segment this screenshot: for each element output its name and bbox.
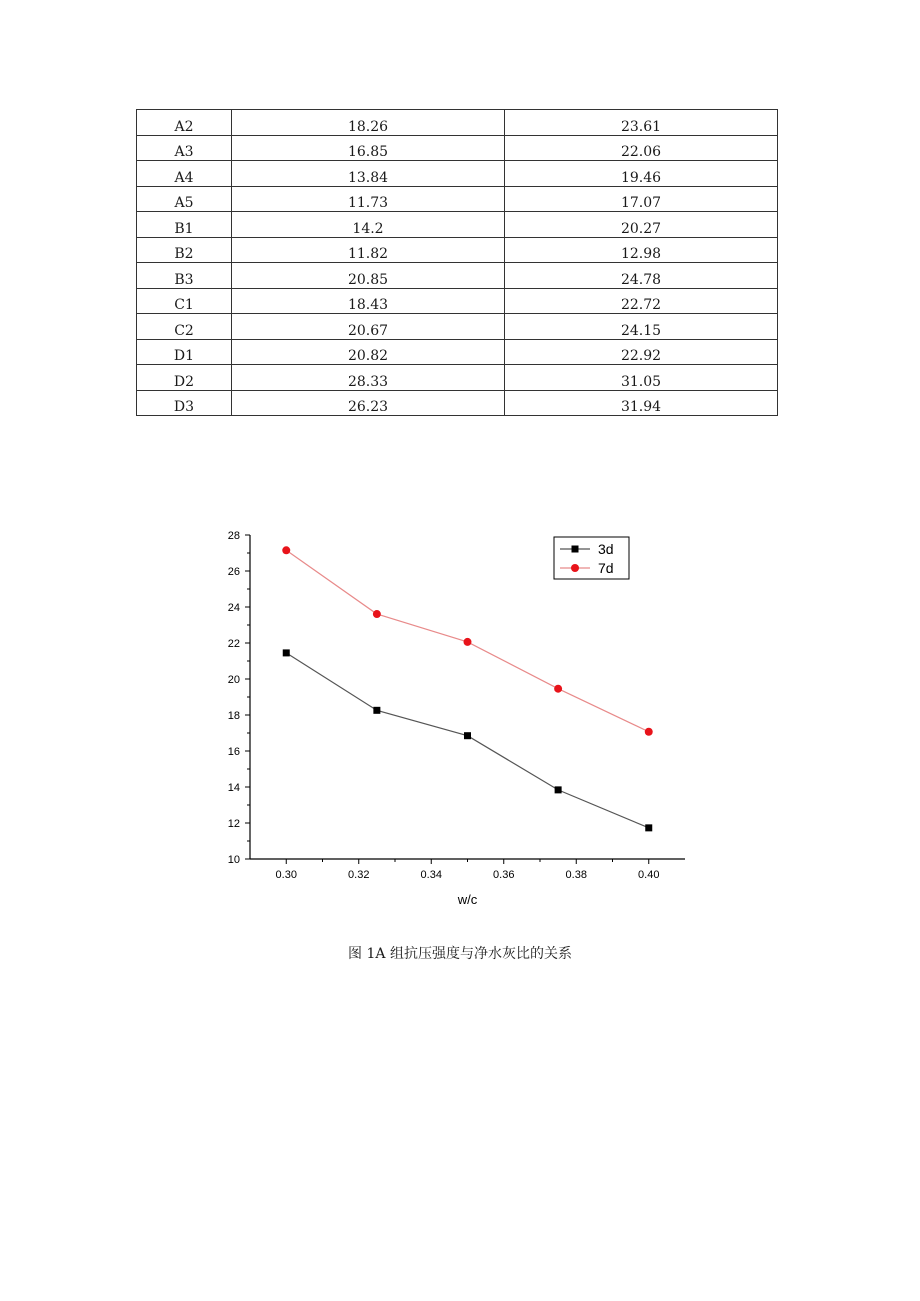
sample-id-cell: D3 <box>137 390 232 416</box>
value-7d-cell: 17.07 <box>505 186 778 212</box>
y-tick-label: 24 <box>227 602 240 614</box>
value-7d-cell: 19.46 <box>505 161 778 187</box>
value-3d-cell: 20.82 <box>232 339 505 365</box>
table-row <box>137 135 778 161</box>
y-tick-label: 12 <box>227 818 240 830</box>
table-row <box>137 263 778 289</box>
table-row <box>137 288 778 314</box>
data-point-7d <box>645 728 653 736</box>
value-3d-cell: 14.2 <box>232 212 505 238</box>
value-7d-cell: 24.15 <box>505 314 778 340</box>
value-7d-cell: 23.61 <box>505 110 778 136</box>
table-row <box>137 110 778 136</box>
y-tick-label: 10 <box>227 854 240 866</box>
value-7d-cell: 24.78 <box>505 263 778 289</box>
value-3d-cell: 26.23 <box>232 390 505 416</box>
data-point-3d <box>283 649 290 656</box>
data-point-3d <box>464 732 471 739</box>
sample-id-cell: A3 <box>137 135 232 161</box>
legend-box <box>554 537 629 579</box>
y-tick-label: 16 <box>227 746 240 758</box>
sample-id-cell: B1 <box>137 212 232 238</box>
table-row <box>137 314 778 340</box>
sample-id-cell: C2 <box>137 314 232 340</box>
sample-id-cell: A2 <box>137 110 232 136</box>
value-7d-cell: 31.05 <box>505 365 778 391</box>
x-tick-label: 0.36 <box>493 869 515 881</box>
value-7d-cell: 31.94 <box>505 390 778 416</box>
compressive-strength-chart <box>200 515 720 915</box>
value-3d-cell: 20.67 <box>232 314 505 340</box>
value-3d-cell: 28.33 <box>232 365 505 391</box>
table-row <box>137 365 778 391</box>
x-tick-label: 0.38 <box>565 869 587 881</box>
legend-label-3d: 3d <box>598 541 614 557</box>
table-row <box>137 161 778 187</box>
table-row <box>137 237 778 263</box>
y-tick-label: 26 <box>227 566 240 578</box>
value-3d-cell: 11.82 <box>232 237 505 263</box>
sample-id-cell: A4 <box>137 161 232 187</box>
x-tick-label: 0.30 <box>275 869 297 881</box>
sample-id-cell: B3 <box>137 263 232 289</box>
x-tick-label: 0.40 <box>638 869 660 881</box>
x-tick-label: 0.34 <box>420 869 442 881</box>
sample-id-cell: D2 <box>137 365 232 391</box>
legend-label-7d: 7d <box>598 560 614 576</box>
data-point-7d <box>373 610 381 618</box>
data-point-7d <box>464 638 472 646</box>
x-axis-label: w/c <box>457 892 478 907</box>
table-body <box>137 110 778 416</box>
sample-id-cell: C1 <box>137 288 232 314</box>
value-3d-cell: 18.26 <box>232 110 505 136</box>
legend-marker-3d <box>572 546 579 553</box>
table-row <box>137 390 778 416</box>
value-7d-cell: 22.92 <box>505 339 778 365</box>
series-line-3d <box>286 653 649 828</box>
value-3d-cell: 11.73 <box>232 186 505 212</box>
data-point-3d <box>373 707 380 714</box>
table-row <box>137 339 778 365</box>
y-tick-label: 20 <box>227 674 240 686</box>
value-3d-cell: 13.84 <box>232 161 505 187</box>
data-point-3d <box>555 786 562 793</box>
data-point-7d <box>554 685 562 693</box>
value-3d-cell: 20.85 <box>232 263 505 289</box>
y-tick-label: 28 <box>227 530 240 542</box>
value-3d-cell: 18.43 <box>232 288 505 314</box>
value-7d-cell: 22.06 <box>505 135 778 161</box>
value-7d-cell: 22.72 <box>505 288 778 314</box>
sample-id-cell: D1 <box>137 339 232 365</box>
figure-caption: 图 1A 组抗压强度与净水灰比的关系 <box>348 946 572 962</box>
data-point-7d <box>282 546 290 554</box>
value-7d-cell: 20.27 <box>505 212 778 238</box>
value-3d-cell: 16.85 <box>232 135 505 161</box>
table-row <box>137 212 778 238</box>
legend-marker-7d <box>571 564 579 572</box>
table-row <box>137 186 778 212</box>
data-point-3d <box>645 824 652 831</box>
sample-id-cell: B2 <box>137 237 232 263</box>
y-tick-label: 22 <box>227 638 240 650</box>
y-tick-label: 14 <box>227 782 240 794</box>
data-table <box>136 109 778 416</box>
x-tick-label: 0.32 <box>348 869 370 881</box>
sample-id-cell: A5 <box>137 186 232 212</box>
y-tick-label: 18 <box>227 710 240 722</box>
value-7d-cell: 12.98 <box>505 237 778 263</box>
